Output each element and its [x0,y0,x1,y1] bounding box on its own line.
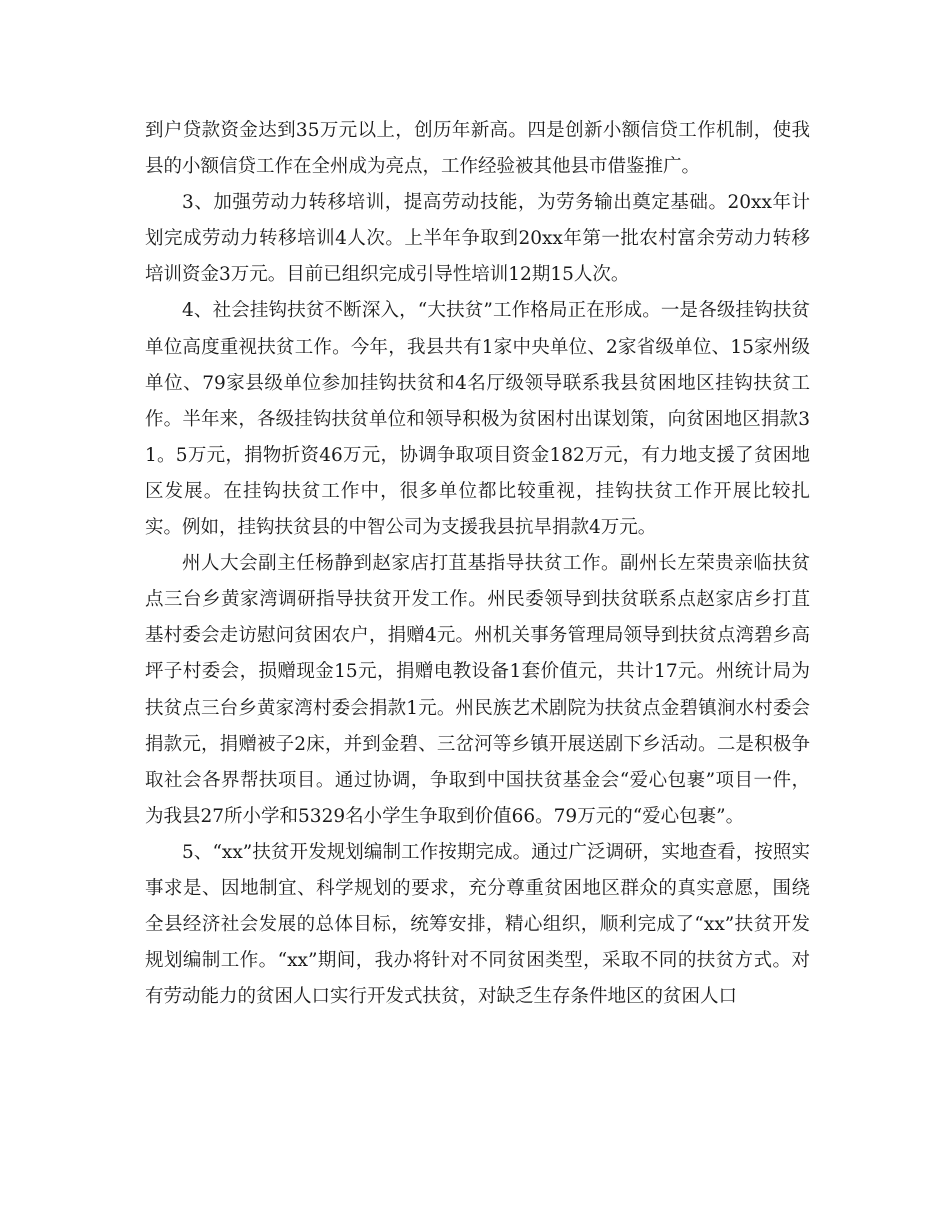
paragraph-social-assistance: 4、社会挂钩扶贫不断深入，“大扶贫”工作格局正在形成。一是各级挂钩扶贫单位高度重视扶贫工作。今年，我县共有1家中央单位、2家省级单位、15家州级单位、79家县级单位参加挂钩扶贫和4名厅级领导联系我县贫困地区挂钩扶贫工作。半年来，各级挂钩扶贫单位和领导积极为贫困村出谋划策，向贫困地区捐款31。5万元，捐物折资46万元，协调争取项目资金182万元，有力地支援了贫困地区发展。在挂钩扶贫工作中，很多单位都比较重视，挂钩扶贫工作开展比较扎实。例如，挂钩扶贫县的中智公司为支援我县抗旱捐款4万元。 [145,300,810,539]
paragraph-loan-funds: 到户贷款资金达到35万元以上，创历年新高。四是创新小额信贷工作机制，使我县的小额信贷工作在全州成为亮点，工作经验被其他县市借鉴推广。 [145,120,810,178]
document-body [145,113,810,1015]
paragraph-labor-training: 3、加强劳动力转移培训，提高劳动技能，为劳务输出奠定基础。20xx年计划完成劳动力转移培训4人次。上半年争取到20xx年第一批农村富余劳动力转移培训资金3万元。目前已组织完成引导性培训12期15人次。 [145,192,810,286]
paragraph-leader-visits: 州人大会副主任杨静到赵家店打苴基指导扶贫工作。副州长左荣贵亲临扶贫点三台乡黄家湾调研指导扶贫开发工作。州民委领导到扶贫联系点赵家店乡打苴基村委会走访慰问贫困农户，捐赠4元。州机关事务管理局领导到扶贫点湾碧乡高坪子村委会，损赠现金15元，捐赠电教设备1套价值元，共计17元。州统计局为扶贫点三台乡黄家湾村委会捐款1元。州民族艺术剧院为扶贫点金碧镇涧水村委会捐款元，捐赠被子2床，并到金碧、三岔河等乡镇开展送剧下乡活动。二是积极争取社会各界帮扶项目。通过协调，争取到中国扶贫基金会“爱心包裹”项目一件，为我县27所小学和5329名小学生争取到价值66。79万元的“爱心包裹”。 [145,553,810,827]
paragraph-planning: 5、“xx”扶贫开发规划编制工作按期完成。通过广泛调研，实地查看，按照实事求是、因地制宜、科学规划的要求，充分尊重贫困地区群众的真实意愿，围绕全县经济社会发展的总体目标，统筹安排，精心组织，顺利完成了“xx”扶贫开发规划编制工作。“xx”期间，我办将针对不同贫困类型，采取不同的扶贫方式。对有劳动能力的贫困人口实行开发式扶贫，对缺乏生存条件地区的贫困人口 [145,841,810,1008]
